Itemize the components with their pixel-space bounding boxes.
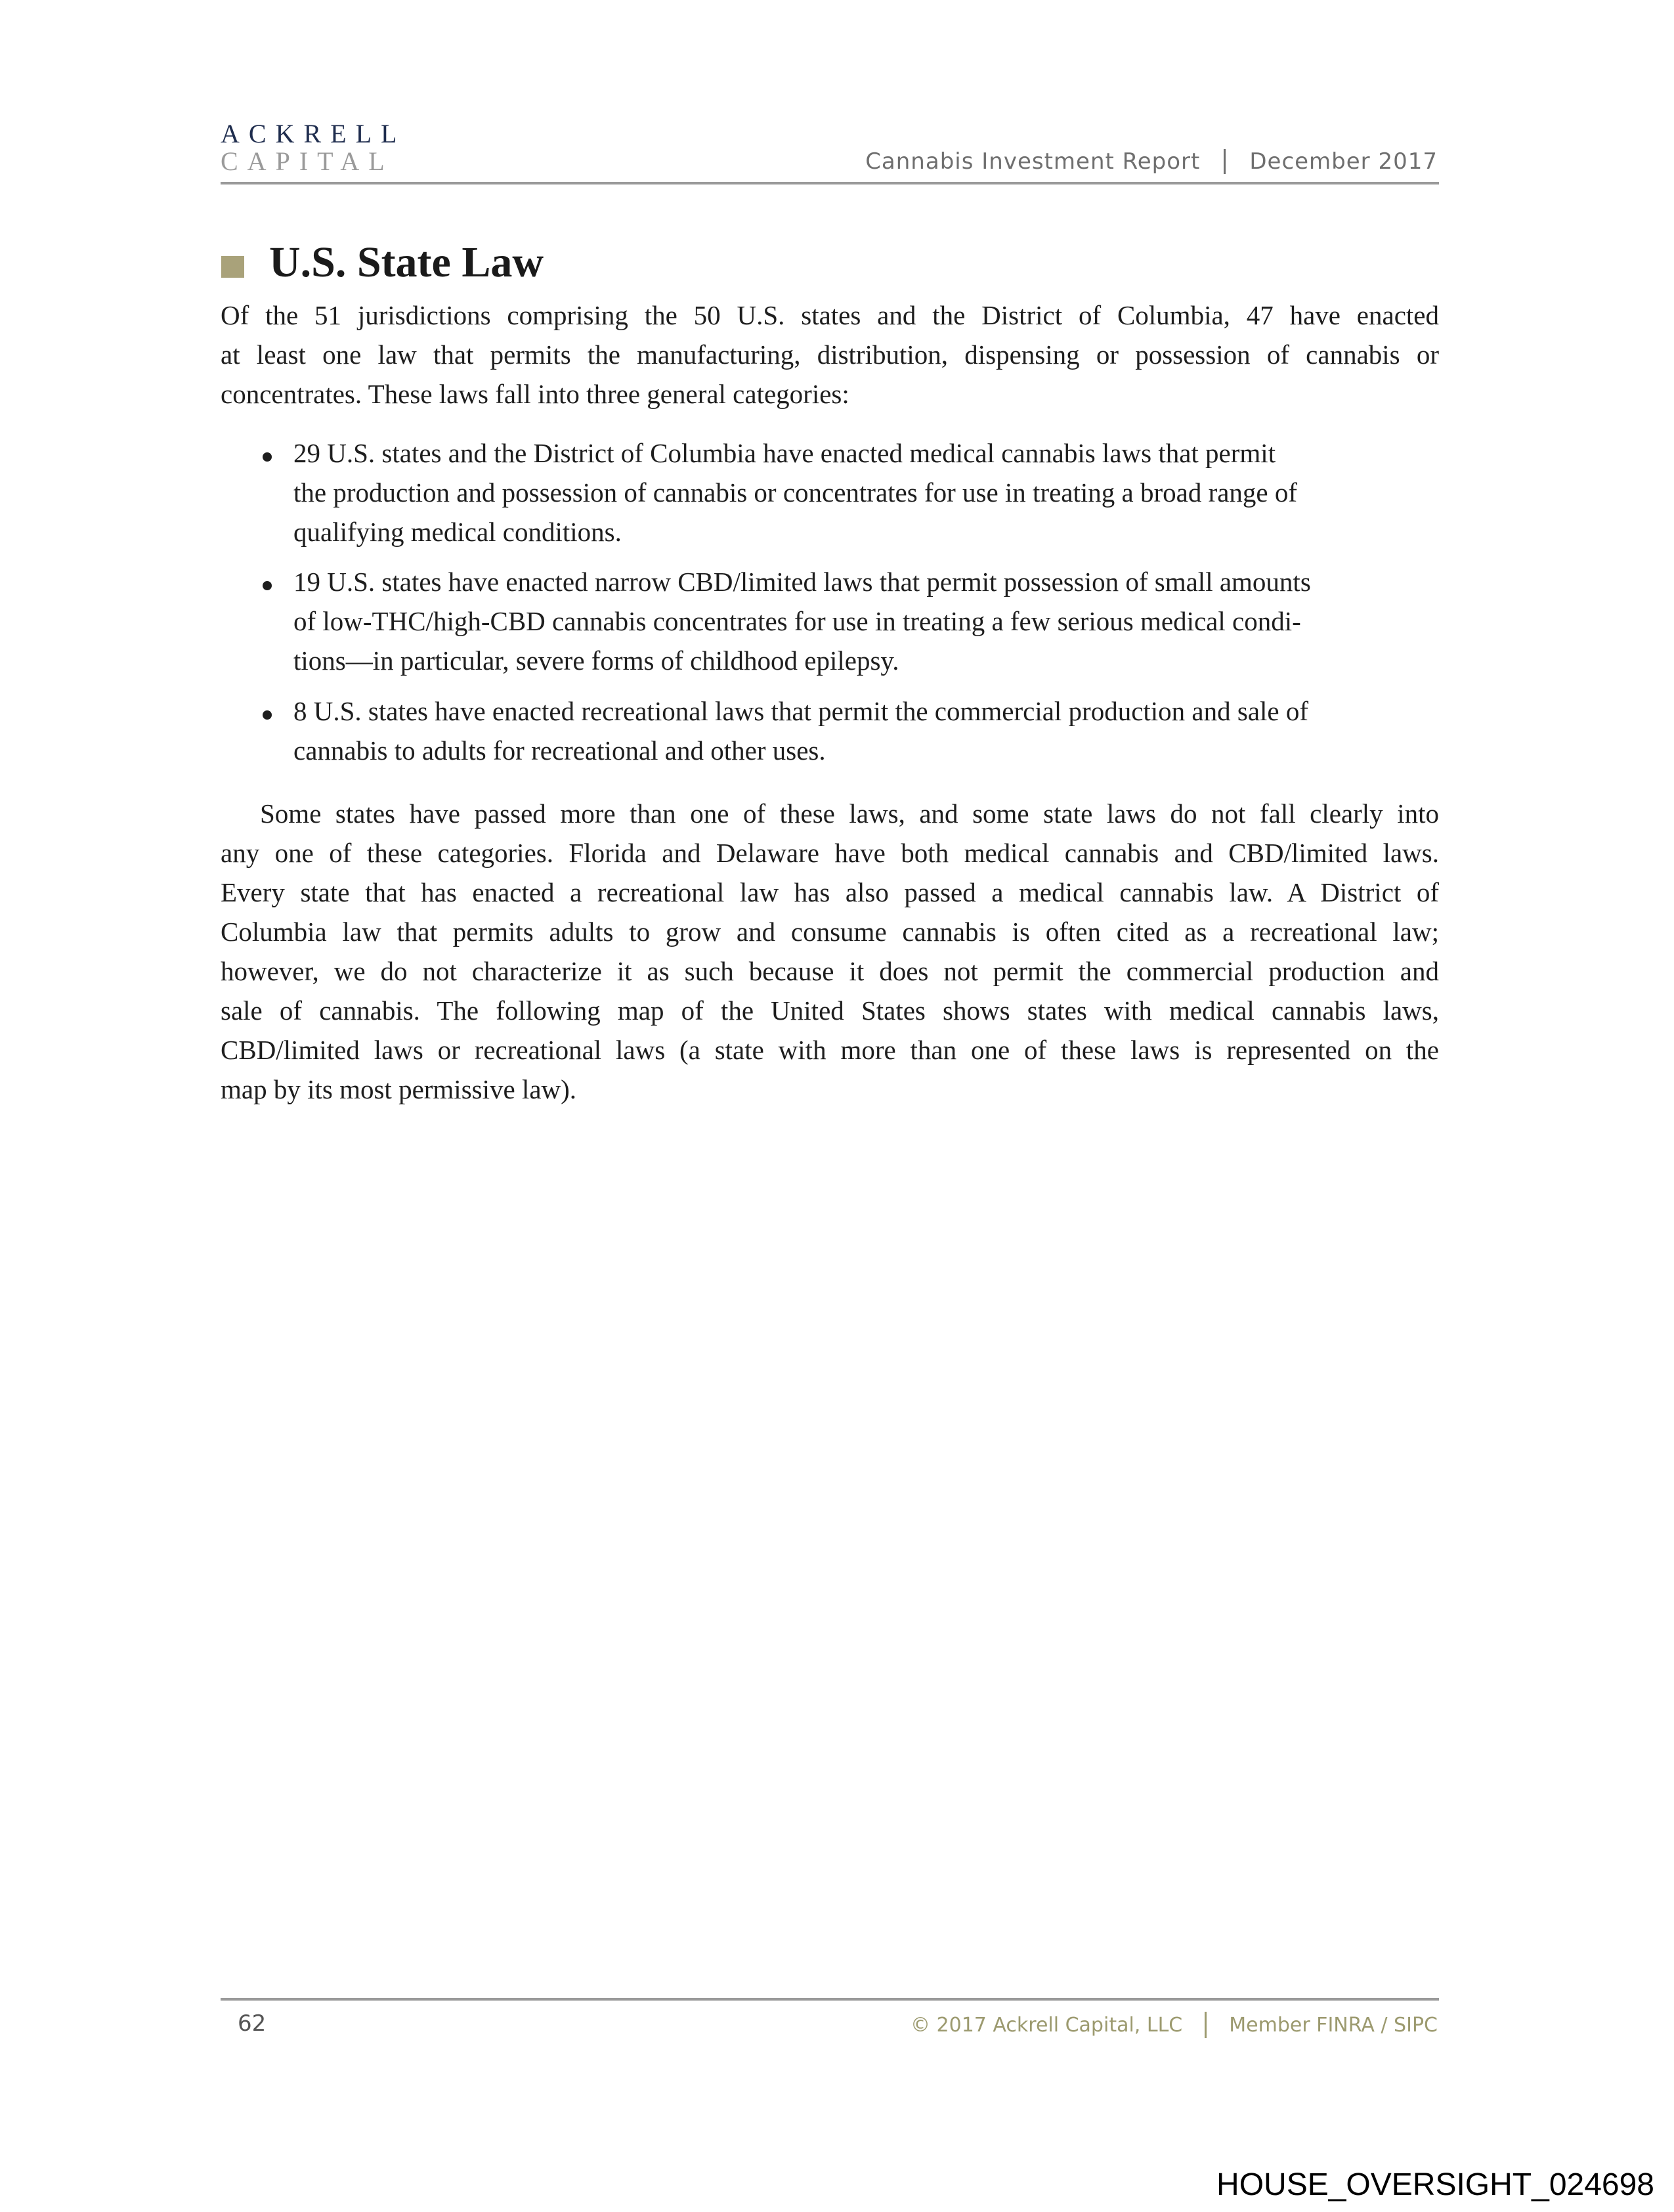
intro-line: Of the 51 jurisdictions comprising the 50 U.S. states and the District of Columbia, 47 have enacted [221,300,1439,330]
logo-ackrell: ACKRELL [221,119,406,148]
header-separator [1224,149,1226,174]
bullet-line: 29 U.S. states and the District of Columbia have enacted medical cannabis laws that permit [293,438,1276,468]
member-text: Member FINRA / SIPC [1229,2013,1438,2037]
bullet-line: 19 U.S. states have enacted narrow CBD/limited laws that permit possession of small amounts [293,567,1311,597]
footer-credits [911,2012,1438,2038]
header-rule [221,182,1439,184]
para-line: Columbia law that permits adults to grow and consume cannabis is often cited as a recreational law; [221,917,1439,947]
bullet-line: cannabis to adults for recreational and other uses. [293,735,826,766]
report-title: Cannabis Investment Report [865,148,1201,175]
intro-line: concentrates. These laws fall into three general categories: [221,379,849,409]
bullet-line: of low-THC/high-CBD cannabis concentrates for use in treating a few serious medical condi- [293,606,1301,636]
intro-line: at least one law that permits the manufacturing, distribution, dispensing or possession of cannabis or [221,339,1439,370]
bullet-line: 8 U.S. states have enacted recreational laws that permit the commercial production and sale of [293,696,1309,726]
bullet-icon [263,452,272,462]
section-marker-icon [221,256,244,278]
running-header [865,148,1438,175]
para-line: Some states have passed more than one of these laws, and some state laws do not fall clearly into [260,798,1439,829]
report-date: December 2017 [1249,148,1438,175]
bullet-line: the production and possession of cannabis or concentrates for use in treating a broad range of [293,477,1298,508]
para-line: any one of these categories. Florida and Delaware have both medical cannabis and CBD/limited laws. [221,838,1439,868]
bullet-icon [263,710,272,720]
para-line: map by its most permissive law). [221,1074,577,1104]
copyright-text: © 2017 Ackrell Capital, LLC [910,2013,1183,2037]
footer-separator [1205,2012,1207,2038]
bullet-icon [263,581,272,590]
logo-capital: CAPITAL [221,146,394,176]
bullet-line: tions—in particular, severe forms of childhood epilepsy. [293,645,899,676]
page-number: 62 [238,2010,267,2037]
para-line: CBD/limited laws or recreational laws (a state with more than one of these laws is represented on the [221,1035,1439,1065]
footer-rule [221,1998,1439,2001]
bullet-line: qualifying medical conditions. [293,517,622,547]
para-line: however, we do not characterize it as such because it does not permit the commercial production and [221,956,1439,986]
para-line: sale of cannabis. The following map of the United States shows states with medical cannabis laws, [221,995,1439,1026]
bates-stamp: HOUSE_OVERSIGHT_024698 [1216,2167,1654,2202]
para-line: Every state that has enacted a recreational law has also passed a medical cannabis law. A District of [221,877,1439,907]
section-title: U.S. State Law [269,238,544,286]
